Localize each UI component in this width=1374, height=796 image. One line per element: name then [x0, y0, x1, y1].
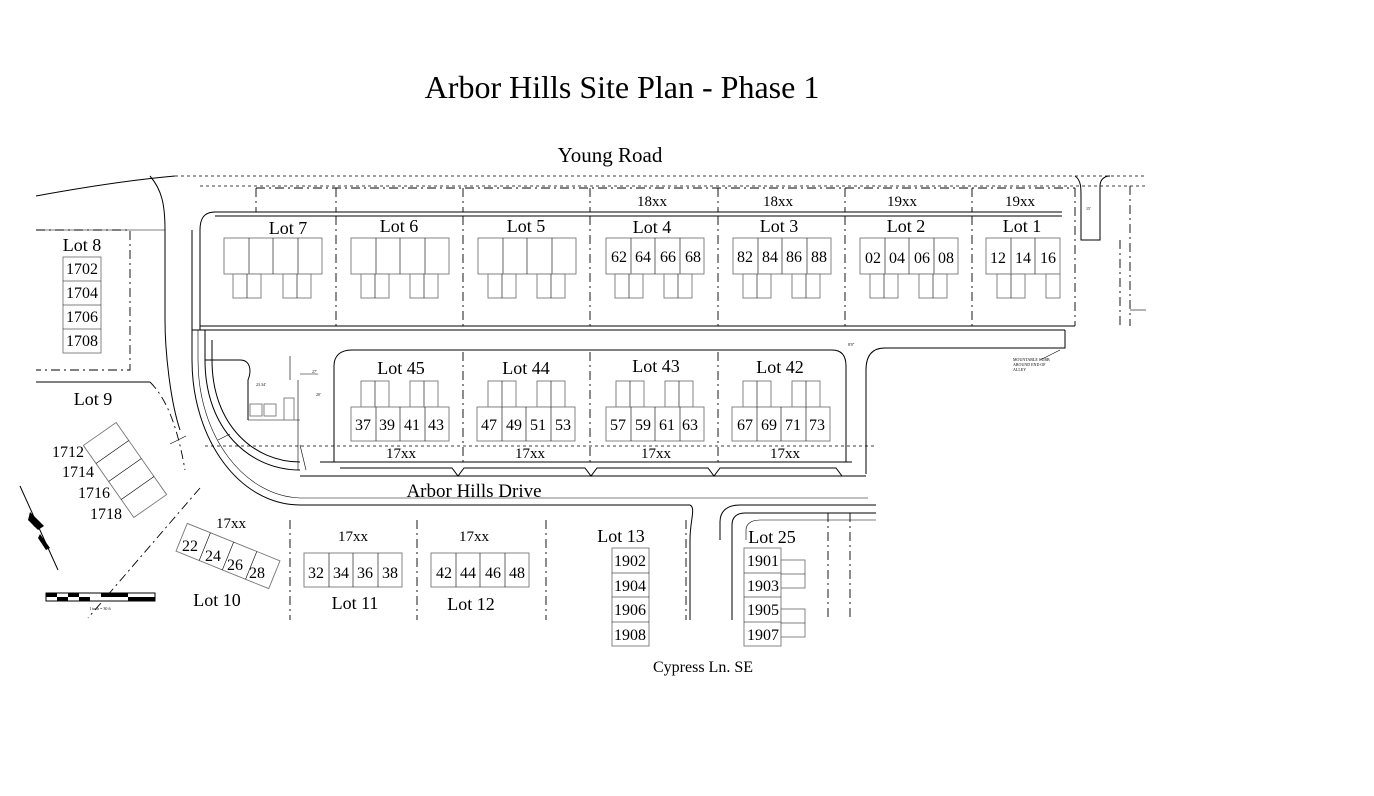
- lot-label: Lot 44: [502, 358, 550, 378]
- address-number: 1905: [747, 602, 779, 619]
- lot-label: Lot 45: [377, 358, 425, 378]
- lot-label: Lot 9: [73, 389, 113, 409]
- unit-number: 51: [530, 417, 546, 434]
- unit-number: 57: [610, 417, 626, 434]
- unit-number: 41: [404, 417, 420, 434]
- unit-number: 88: [811, 249, 827, 266]
- unit-number: 86: [786, 249, 802, 266]
- young-road-label: Young Road: [557, 143, 663, 167]
- unit-number: 39: [379, 417, 395, 434]
- lot-label: Lot 43: [632, 356, 680, 376]
- unit-number: 59: [635, 417, 651, 434]
- dim-label: 8'0": [848, 342, 855, 347]
- unit-number: 42: [436, 565, 452, 582]
- block-number: 17xx: [459, 529, 489, 545]
- north-arrow-icon: [20, 486, 58, 570]
- middle-block: [205, 342, 876, 476]
- address-number: 1902: [614, 553, 646, 570]
- lot-label: Lot 42: [756, 357, 804, 377]
- unit-number: 47: [481, 417, 497, 434]
- block-number: 17xx: [386, 446, 416, 462]
- scale-bar: [46, 593, 155, 611]
- curb-note-line: ALLEY: [1013, 367, 1027, 372]
- unit-number: 16: [1040, 250, 1056, 267]
- address-number: 1712: [52, 444, 84, 461]
- unit-number: 14: [1015, 250, 1031, 267]
- lot-label: Lot 6: [379, 216, 419, 236]
- unit-number: 28: [249, 565, 265, 582]
- block-number: 17xx: [216, 516, 246, 532]
- lot-label: Lot 2: [886, 216, 926, 236]
- young-road: [36, 143, 1146, 230]
- lot-label: Lot 5: [506, 216, 546, 236]
- dim-label: 20': [316, 392, 321, 397]
- unit-number: 22: [182, 538, 198, 555]
- unit-number: 46: [485, 565, 501, 582]
- lot-9: [52, 382, 185, 523]
- lot-2: [860, 194, 958, 298]
- north-lots: [224, 194, 1060, 298]
- unit-number: 66: [660, 249, 676, 266]
- unit-number: 62: [611, 249, 627, 266]
- dim-label: 27': [312, 369, 317, 374]
- lot-label: Lot 1: [1002, 216, 1042, 236]
- lot-8: [36, 230, 165, 382]
- block-number: 19xx: [1005, 194, 1035, 210]
- unit-number: 32: [308, 565, 324, 582]
- lot-25: [744, 527, 805, 646]
- unit-number: 26: [227, 557, 243, 574]
- address-number: 1702: [66, 261, 98, 278]
- unit-number: 37: [355, 417, 371, 434]
- block-number: 17xx: [515, 446, 545, 462]
- unit-number: 73: [809, 417, 825, 434]
- unit-number: 49: [506, 417, 522, 434]
- address-number: 1716: [78, 485, 110, 502]
- address-number: 1908: [614, 627, 646, 644]
- lot-5: [478, 216, 576, 298]
- lot-45: [351, 358, 449, 462]
- unit-number: 08: [938, 250, 954, 267]
- address-number: 1906: [614, 602, 646, 619]
- lot-11: [304, 520, 417, 620]
- lot-12: [431, 520, 546, 620]
- unit-number: 84: [762, 249, 778, 266]
- unit-number: 71: [785, 417, 801, 434]
- unit-number: 38: [382, 565, 398, 582]
- unit-number: 64: [635, 249, 651, 266]
- lot-label: Lot 13: [597, 526, 645, 546]
- lot-label: Lot 4: [632, 217, 672, 237]
- lot-label: Lot 11: [331, 593, 379, 613]
- block-number: 19xx: [887, 194, 917, 210]
- lot-label: Lot 7: [268, 218, 308, 238]
- unit-number: 61: [659, 417, 675, 434]
- curb-note: [1013, 350, 1060, 372]
- address-number: 1904: [614, 578, 646, 595]
- address-number: 1704: [66, 285, 98, 302]
- unit-number: 67: [737, 417, 753, 434]
- lot-label: Lot 8: [62, 235, 102, 255]
- unit-number: 68: [685, 249, 701, 266]
- unit-number: 48: [509, 565, 525, 582]
- lot-44: [477, 358, 575, 462]
- lot-6: [351, 216, 449, 298]
- cypress-lane-label: Cypress Ln. SE: [653, 659, 753, 676]
- address-number: 1706: [66, 309, 98, 326]
- unit-number: 36: [357, 565, 373, 582]
- unit-number: 34: [333, 565, 349, 582]
- address-number: 1903: [747, 578, 779, 595]
- dim-label: 23.34': [256, 382, 266, 387]
- lot-label: Lot 10: [193, 590, 241, 610]
- block-number: 18xx: [763, 194, 793, 210]
- address-number: 1718: [90, 506, 122, 523]
- unit-number: 43: [428, 417, 444, 434]
- lot-label: Lot 12: [447, 594, 495, 614]
- curb-note-line: MOUNTABLE CURB: [1013, 357, 1050, 362]
- address-number: 1907: [747, 627, 779, 644]
- lot-13: [597, 526, 649, 646]
- block-number: 17xx: [338, 529, 368, 545]
- unit-number: 06: [914, 250, 930, 267]
- unit-number: 69: [761, 417, 777, 434]
- lot-1: [986, 194, 1060, 298]
- block-number: 17xx: [770, 446, 800, 462]
- unit-number: 44: [460, 565, 476, 582]
- lot-3: [733, 194, 831, 298]
- unit-number: 04: [889, 250, 905, 267]
- unit-number: 63: [682, 417, 698, 434]
- unit-number: 53: [555, 417, 571, 434]
- unit-number: 82: [737, 249, 753, 266]
- plan-title: Arbor Hills Site Plan - Phase 1: [424, 69, 820, 105]
- arbor-hills-drive-label: Arbor Hills Drive: [406, 481, 542, 502]
- lot-7: [224, 218, 322, 298]
- lot-label: Lot 25: [748, 527, 796, 547]
- address-number: 1714: [62, 464, 94, 481]
- unit-number: 24: [205, 548, 221, 565]
- lot-label: Lot 3: [759, 216, 799, 236]
- unit-number: 02: [865, 250, 881, 267]
- address-number: 1708: [66, 333, 98, 350]
- scale-label: 1 inch = 30 ft: [89, 606, 111, 611]
- lot-4: [606, 194, 704, 298]
- unit-number: 12: [990, 250, 1006, 267]
- curb-note-line: AROUND END OF: [1013, 362, 1046, 367]
- dim-label-15ft: 15': [1086, 206, 1091, 211]
- address-number: 1901: [747, 553, 779, 570]
- block-number: 17xx: [641, 446, 671, 462]
- block-number: 18xx: [637, 194, 667, 210]
